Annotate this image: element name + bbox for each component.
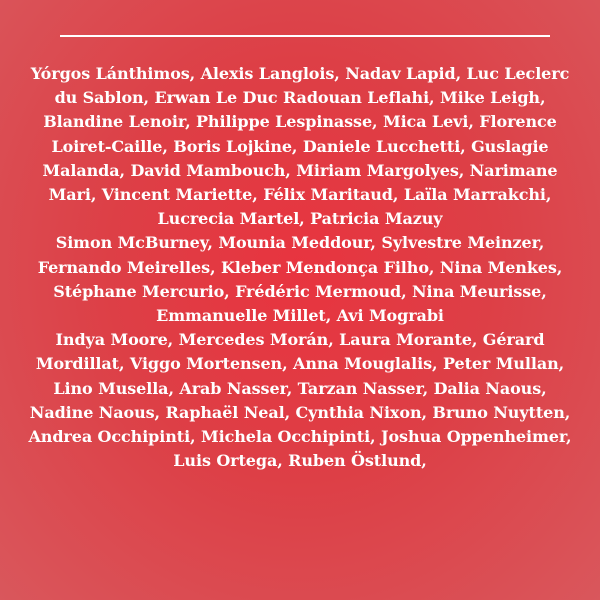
names-line: Mari, Vincent Mariette, Félix Maritaud, Laïla Marrakchi, xyxy=(48,185,552,205)
names-line: Fernando Meirelles, Kleber Mendonça Filho, Nina Menkes, xyxy=(37,257,563,277)
names-line: Stéphane Mercurio, Frédéric Mermoud, Nina Meurisse, xyxy=(53,281,547,301)
names-line: Luis Ortega, Ruben Östlund, xyxy=(173,451,427,471)
names-list xyxy=(20,62,580,473)
names-line: Nadine Naous, Raphaël Neal, Cynthia Nixon, Bruno Nuytten, xyxy=(29,402,571,422)
names-line: Mordillat, Viggo Mortensen, Anna Mouglalis, Peter Mullan, xyxy=(35,354,565,374)
names-line: Lucrecia Martel, Patricia Mazuy xyxy=(157,209,443,229)
names-line: Malanda, David Mambouch, Miriam Margolyes, Narimane xyxy=(42,160,558,180)
names-line: Loiret-Caille, Boris Lojkine, Daniele Lucchetti, Guslagie xyxy=(51,136,549,156)
top-divider-rule xyxy=(60,35,550,37)
names-line: Simon McBurney, Mounia Meddour, Sylvestre Meinzer, xyxy=(55,233,545,253)
names-line: Andrea Occhipinti, Michela Occhipinti, Joshua Oppenheimer, xyxy=(28,427,572,447)
names-line: Emmanuelle Millet, Avi Mograbi xyxy=(156,306,444,326)
names-line: Blandine Lenoir, Philippe Lespinasse, Mica Levi, Florence xyxy=(43,112,557,132)
names-line: du Sablon, Erwan Le Duc Radouan Leflahi, Mike Leigh, xyxy=(54,88,546,108)
names-line: Yórgos Lánthimos, Alexis Langlois, Nadav Lapid, Luc Leclerc xyxy=(30,64,570,83)
names-line: Lino Musella, Arab Nasser, Tarzan Nasser, Dalia Naous, xyxy=(53,378,547,398)
names-line: Indya Moore, Mercedes Morán, Laura Morante, Gérard xyxy=(55,330,545,350)
